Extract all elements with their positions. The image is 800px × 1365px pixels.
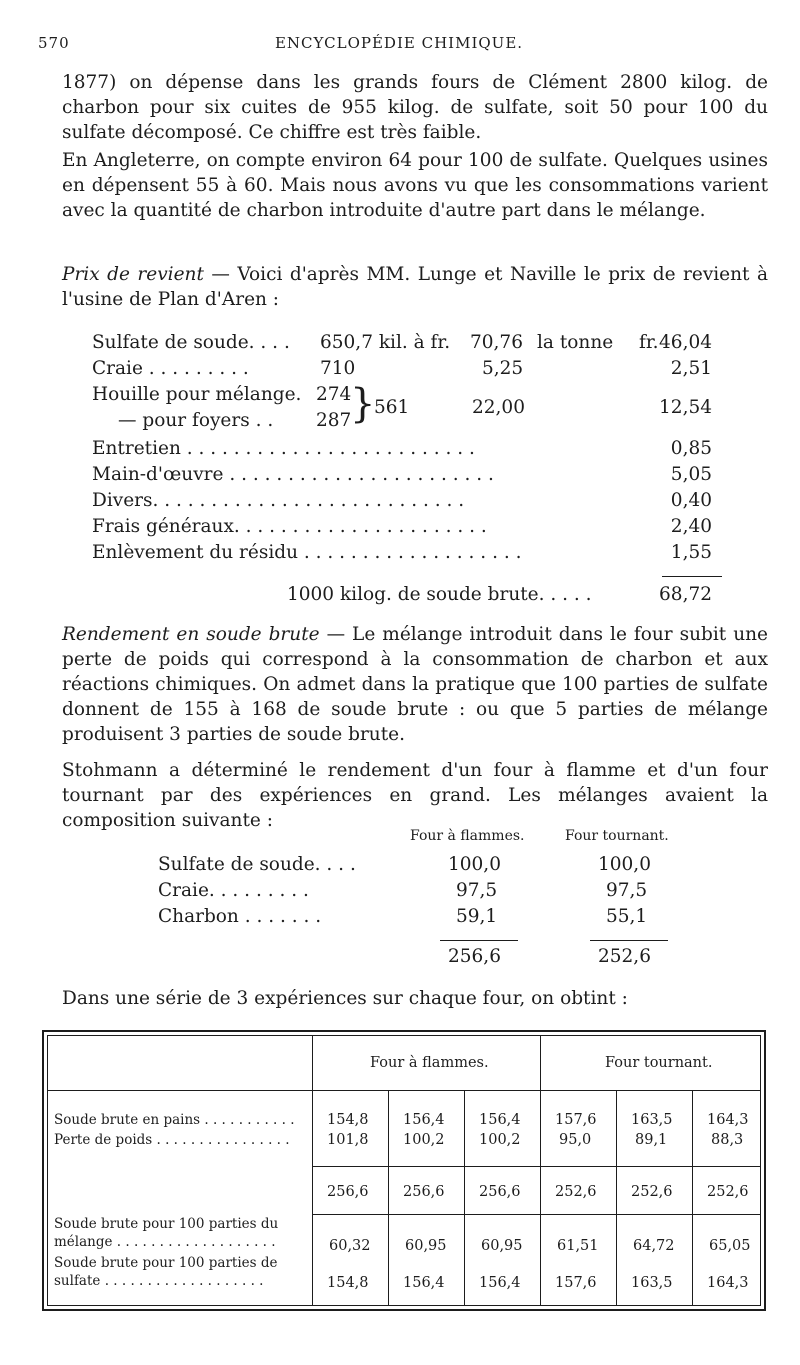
row-label: Soude brute pour 100 parties de [54, 1255, 278, 1271]
sum-rule [662, 576, 722, 577]
cell-value: 157,6 [555, 1275, 597, 1291]
cell-value: 89,1 [635, 1132, 668, 1148]
group-header-flammes: Four à flammes. [370, 1055, 489, 1071]
cell-value: 154,8 [327, 1275, 369, 1291]
cell-value: 252,6 [631, 1184, 673, 1200]
cost-row: Divers. . . . . . . . . . . . . . . . . . . . . . . . . . . 0,40 [92, 490, 712, 511]
paragraph-3: Prix de revient — Voici d'après MM. Lunge et Naville le prix de revient à l'usine de Plan d'Aren : [62, 264, 769, 310]
section-lead-prix: Prix de revient [62, 264, 204, 285]
row-label: Soude brute en pains . . . . . . . . . . . [54, 1112, 295, 1128]
paragraph-5: Stohmann a déterminé le rendement d'un four à flamme et d'un four tournant par des expériences en grand. Les mélanges avaient la composition suivante : [62, 760, 768, 831]
sum-rule [590, 940, 668, 941]
cost-row: Craie . . . . . . . . . 710 5,25 2,51 [92, 358, 712, 379]
cell-value: 163,5 [631, 1112, 673, 1128]
composition-total-row: 256,6 252,6 [448, 946, 651, 967]
cell-value: 60,95 [405, 1238, 447, 1254]
cell-value: 256,6 [479, 1184, 521, 1200]
cost-row: Houille pour mélange. 274 [92, 384, 352, 405]
cost-row: Frais généraux. . . . . . . . . . . . . . . . . . . . . . 2,40 [92, 516, 712, 537]
composition-table [62, 826, 768, 976]
cell-value: 252,6 [707, 1184, 749, 1200]
page-header [38, 34, 760, 58]
cell-value: 156,4 [403, 1112, 445, 1128]
cost-row: Enlèvement du résidu . . . . . . . . . . . . . . . . . . . 1,55 [92, 542, 712, 563]
col-header-tournant: Four tournant. [565, 828, 669, 844]
cell-value: 164,3 [707, 1112, 749, 1128]
cell-value: 65,05 [709, 1238, 751, 1254]
paragraph-4: Rendement en soude brute — Le mélange introduit dans le four subit une perte de poids qui correspond à la consommation de charbon et aux réactions chimiques. On admet dans la pratique que 100 parties de sulfate donnent de 155 à 168 de soude brute : ou que 5 parties de mélange produisent 3 parties de soude brute. [62, 624, 768, 745]
composition-row: Sulfate de soude. . . . 100,0 100,0 [158, 854, 651, 875]
paragraph-2: En Angleterre, on compte environ 64 pour 100 de sulfate. Quelques usines en dépensent 55 à 60. Mais nous avons vu que les consommations varient avec la quantité de charbon introduite d'autre part dans le mélange. [62, 150, 768, 221]
cell-value: 95,0 [559, 1132, 592, 1148]
row-label: mélange . . . . . . . . . . . . . . . . . . . [54, 1234, 276, 1250]
cell-value: 60,32 [329, 1238, 371, 1254]
cell-value: 156,4 [479, 1112, 521, 1128]
cell-value: 256,6 [403, 1184, 445, 1200]
brace-icon: } [350, 381, 376, 427]
cost-row: Main-d'œuvre . . . . . . . . . . . . . . . . . . . . . . . 5,05 [92, 464, 712, 485]
cell-value: 88,3 [711, 1132, 744, 1148]
cell-value: 164,3 [707, 1275, 749, 1291]
cell-value: 154,8 [327, 1112, 369, 1128]
cell-value: 156,4 [403, 1275, 445, 1291]
cell-value: 101,8 [327, 1132, 369, 1148]
running-title: ENCYCLOPÉDIE CHIMIQUE. [274, 34, 524, 52]
cell-value: 64,72 [633, 1238, 675, 1254]
cell-value: 100,2 [403, 1132, 445, 1148]
cost-row-houille-sum: 561 22,00 12,54 [374, 397, 712, 418]
section-lead-rendement: Rendement en soude brute [62, 624, 320, 645]
composition-row: Craie. . . . . . . . . 97,5 97,5 [158, 880, 648, 901]
page-number: 570 [38, 34, 70, 52]
cost-row: — pour foyers . . 287 [118, 410, 352, 431]
row-label: sulfate . . . . . . . . . . . . . . . . . . . [54, 1273, 264, 1289]
composition-row: Charbon . . . . . . . 59,1 55,1 [158, 906, 648, 927]
cell-value: 157,6 [555, 1112, 597, 1128]
cost-row: Entretien . . . . . . . . . . . . . . . . . . . . . . . . . 0,85 [92, 438, 712, 459]
cost-table [62, 330, 722, 620]
cell-value: 156,4 [479, 1275, 521, 1291]
sum-rule [440, 940, 518, 941]
paragraph-6: Dans une série de 3 expériences sur chaque four, on obtint : [62, 988, 628, 1009]
cost-row: Sulfate de soude. . . . 650,7 kil. à fr. 70,76 la tonne fr. 46,04 [92, 332, 712, 353]
row-label: Soude brute pour 100 parties du [54, 1216, 279, 1232]
cost-total-row: 1000 kilog. de soude brute. . . . . 68,72 [287, 584, 712, 605]
cell-value: 252,6 [555, 1184, 597, 1200]
cell-value: 60,95 [481, 1238, 523, 1254]
group-header-tournant: Four tournant. [605, 1055, 713, 1071]
cell-value: 61,51 [557, 1238, 599, 1254]
row-label: Perte de poids . . . . . . . . . . . . . . . . [54, 1132, 290, 1148]
cell-value: 163,5 [631, 1275, 673, 1291]
cell-value: 256,6 [327, 1184, 369, 1200]
col-header-flammes: Four à flammes. [410, 828, 525, 844]
cell-value: 100,2 [479, 1132, 521, 1148]
paragraph-1: 1877) on dépense dans les grands fours de Clément 2800 kilog. de charbon pour six cuites de 955 kilog. de sulfate, soit 50 pour 100 du sulfate décomposé. Ce chiffre est très faible. [62, 72, 768, 143]
